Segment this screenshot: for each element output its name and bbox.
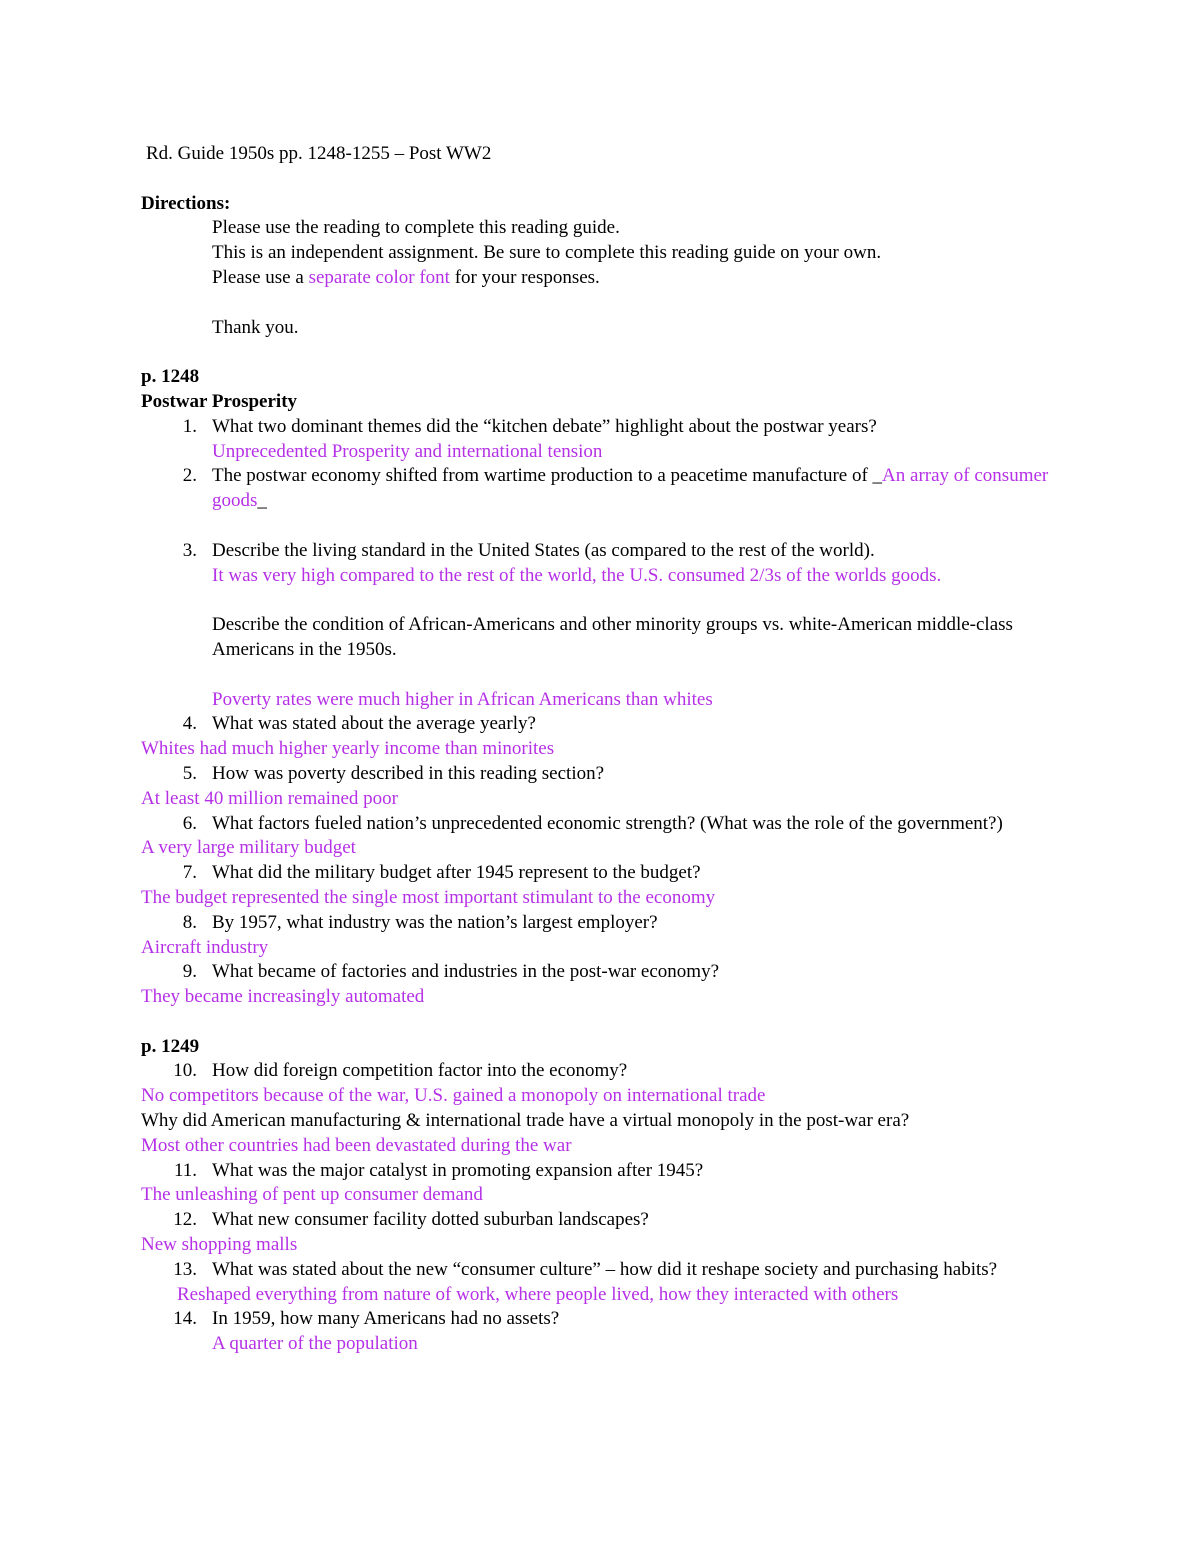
question-10b-text: Why did American manufacturing & international trade have a virtual monopoly in the post-war era? bbox=[141, 1110, 910, 1132]
directions-line-2: This is an independent assignment. Be sure to complete this reading guide on your own. bbox=[212, 242, 882, 264]
question-text: What was the major catalyst in promoting expansion after 1945? bbox=[212, 1159, 704, 1181]
document-body bbox=[141, 142, 1061, 1357]
question-number: 2. bbox=[182, 465, 197, 487]
question-7 bbox=[141, 861, 1061, 886]
page-ref-1249: p. 1249 bbox=[141, 1035, 200, 1057]
question-text: By 1957, what industry was the nation’s largest employer? bbox=[212, 911, 658, 933]
answer-13: Reshaped everything from nature of work, where people lived, how they interacted with others bbox=[177, 1283, 899, 1305]
answer-7: The budget represented the single most important stimulant to the economy bbox=[141, 886, 716, 908]
question-4 bbox=[141, 712, 1061, 737]
answer-11: The unleashing of pent up consumer demand bbox=[141, 1184, 483, 1206]
answer-3b: Poverty rates were much higher in African Americans than whites bbox=[212, 688, 713, 710]
question-14 bbox=[141, 1307, 1061, 1332]
question-text: Describe the living standard in the United States (as compared to the rest of the world). bbox=[212, 539, 875, 561]
answer-1: Unprecedented Prosperity and international tension bbox=[212, 440, 603, 462]
question-number: 8. bbox=[182, 911, 197, 933]
answer-8: Aircraft industry bbox=[141, 936, 269, 958]
colored-phrase: separate color font bbox=[308, 266, 450, 288]
document-title: Rd. Guide 1950s pp. 1248-1255 – Post WW2 bbox=[146, 143, 492, 164]
thank-you: Thank you. bbox=[212, 316, 299, 338]
question-text: The postwar economy shifted from wartime production to a peacetime manufacture of _ bbox=[212, 465, 883, 487]
question-number: 11. bbox=[173, 1159, 197, 1181]
answer-2: An array of consumer goods bbox=[212, 465, 1049, 512]
question-number: 13. bbox=[173, 1258, 197, 1280]
question-text: What was stated about the new “consumer culture” – how did it reshape society and purchasing habits? bbox=[212, 1258, 998, 1280]
question-1 bbox=[141, 415, 1061, 440]
answer-10: No competitors because of the war, U.S. gained a monopoly on international trade bbox=[141, 1085, 766, 1107]
question-text: What factors fueled nation’s unprecedented economic strength? (What was the role of the government?) bbox=[212, 812, 1003, 834]
question-9 bbox=[141, 960, 1061, 985]
directions-line-1: Please use the reading to complete this reading guide. bbox=[212, 217, 620, 239]
question-text: What new consumer facility dotted suburban landscapes? bbox=[212, 1209, 649, 1231]
question-8 bbox=[141, 911, 1061, 936]
answer-14: A quarter of the population bbox=[212, 1333, 418, 1355]
answer-6: A very large military budget bbox=[141, 837, 356, 859]
question-number: 9. bbox=[182, 961, 197, 983]
question-number: 10. bbox=[173, 1060, 197, 1082]
answer-9: They became increasingly automated bbox=[141, 986, 425, 1008]
directions-line-3: Please use a separate color font for your responses. bbox=[212, 266, 600, 288]
question-11 bbox=[141, 1159, 1061, 1184]
question-number: 12. bbox=[173, 1209, 197, 1231]
answer-5: At least 40 million remained poor bbox=[141, 787, 398, 809]
question-number: 4. bbox=[182, 713, 197, 735]
question-5 bbox=[141, 762, 1061, 787]
question-text: How was poverty described in this reading section? bbox=[212, 762, 605, 784]
question-12 bbox=[141, 1208, 1061, 1233]
question-6 bbox=[141, 812, 1061, 837]
answer-12: New shopping malls bbox=[141, 1234, 298, 1256]
question-number: 5. bbox=[182, 762, 197, 784]
question-number: 1. bbox=[182, 415, 197, 437]
question-text: What became of factories and industries in the post-war economy? bbox=[212, 961, 720, 983]
page-ref-1248: p. 1248 bbox=[141, 366, 200, 388]
question-text: In 1959, how many Americans had no assets? bbox=[212, 1308, 560, 1330]
directions-label: Directions: bbox=[141, 192, 231, 214]
answer-4: Whites had much higher yearly income than minorites bbox=[141, 738, 555, 760]
question-text: What did the military budget after 1945 represent to the budget? bbox=[212, 862, 701, 884]
question-text: What two dominant themes did the “kitchen debate” highlight about the postwar years? bbox=[212, 415, 877, 437]
question-number: 14. bbox=[173, 1308, 197, 1330]
answer-10b: Most other countries had been devastated during the war bbox=[141, 1134, 572, 1156]
question-number: 3. bbox=[182, 539, 197, 561]
question-text: What was stated about the average yearly? bbox=[212, 713, 536, 735]
question-3 bbox=[141, 539, 1061, 564]
question-3b-text: Describe the condition of African-Americans and other minority groups vs. white-American middle-class Americans in the 1950s. bbox=[212, 614, 1013, 660]
question-number: 6. bbox=[182, 812, 197, 834]
answer-3: It was very high compared to the rest of the world, the U.S. consumed 2/3s of the worlds goods. bbox=[212, 564, 942, 586]
question-10 bbox=[141, 1059, 1061, 1084]
question-text: How did foreign competition factor into the economy? bbox=[212, 1060, 628, 1082]
question-number: 7. bbox=[182, 862, 197, 884]
question-2: 2. The postwar economy shifted from wartime production to a peacetime manufacture of _An array of consumer goods_ bbox=[141, 464, 1061, 514]
section-heading: Postwar Prosperity bbox=[141, 390, 298, 412]
question-13 bbox=[141, 1258, 1061, 1283]
